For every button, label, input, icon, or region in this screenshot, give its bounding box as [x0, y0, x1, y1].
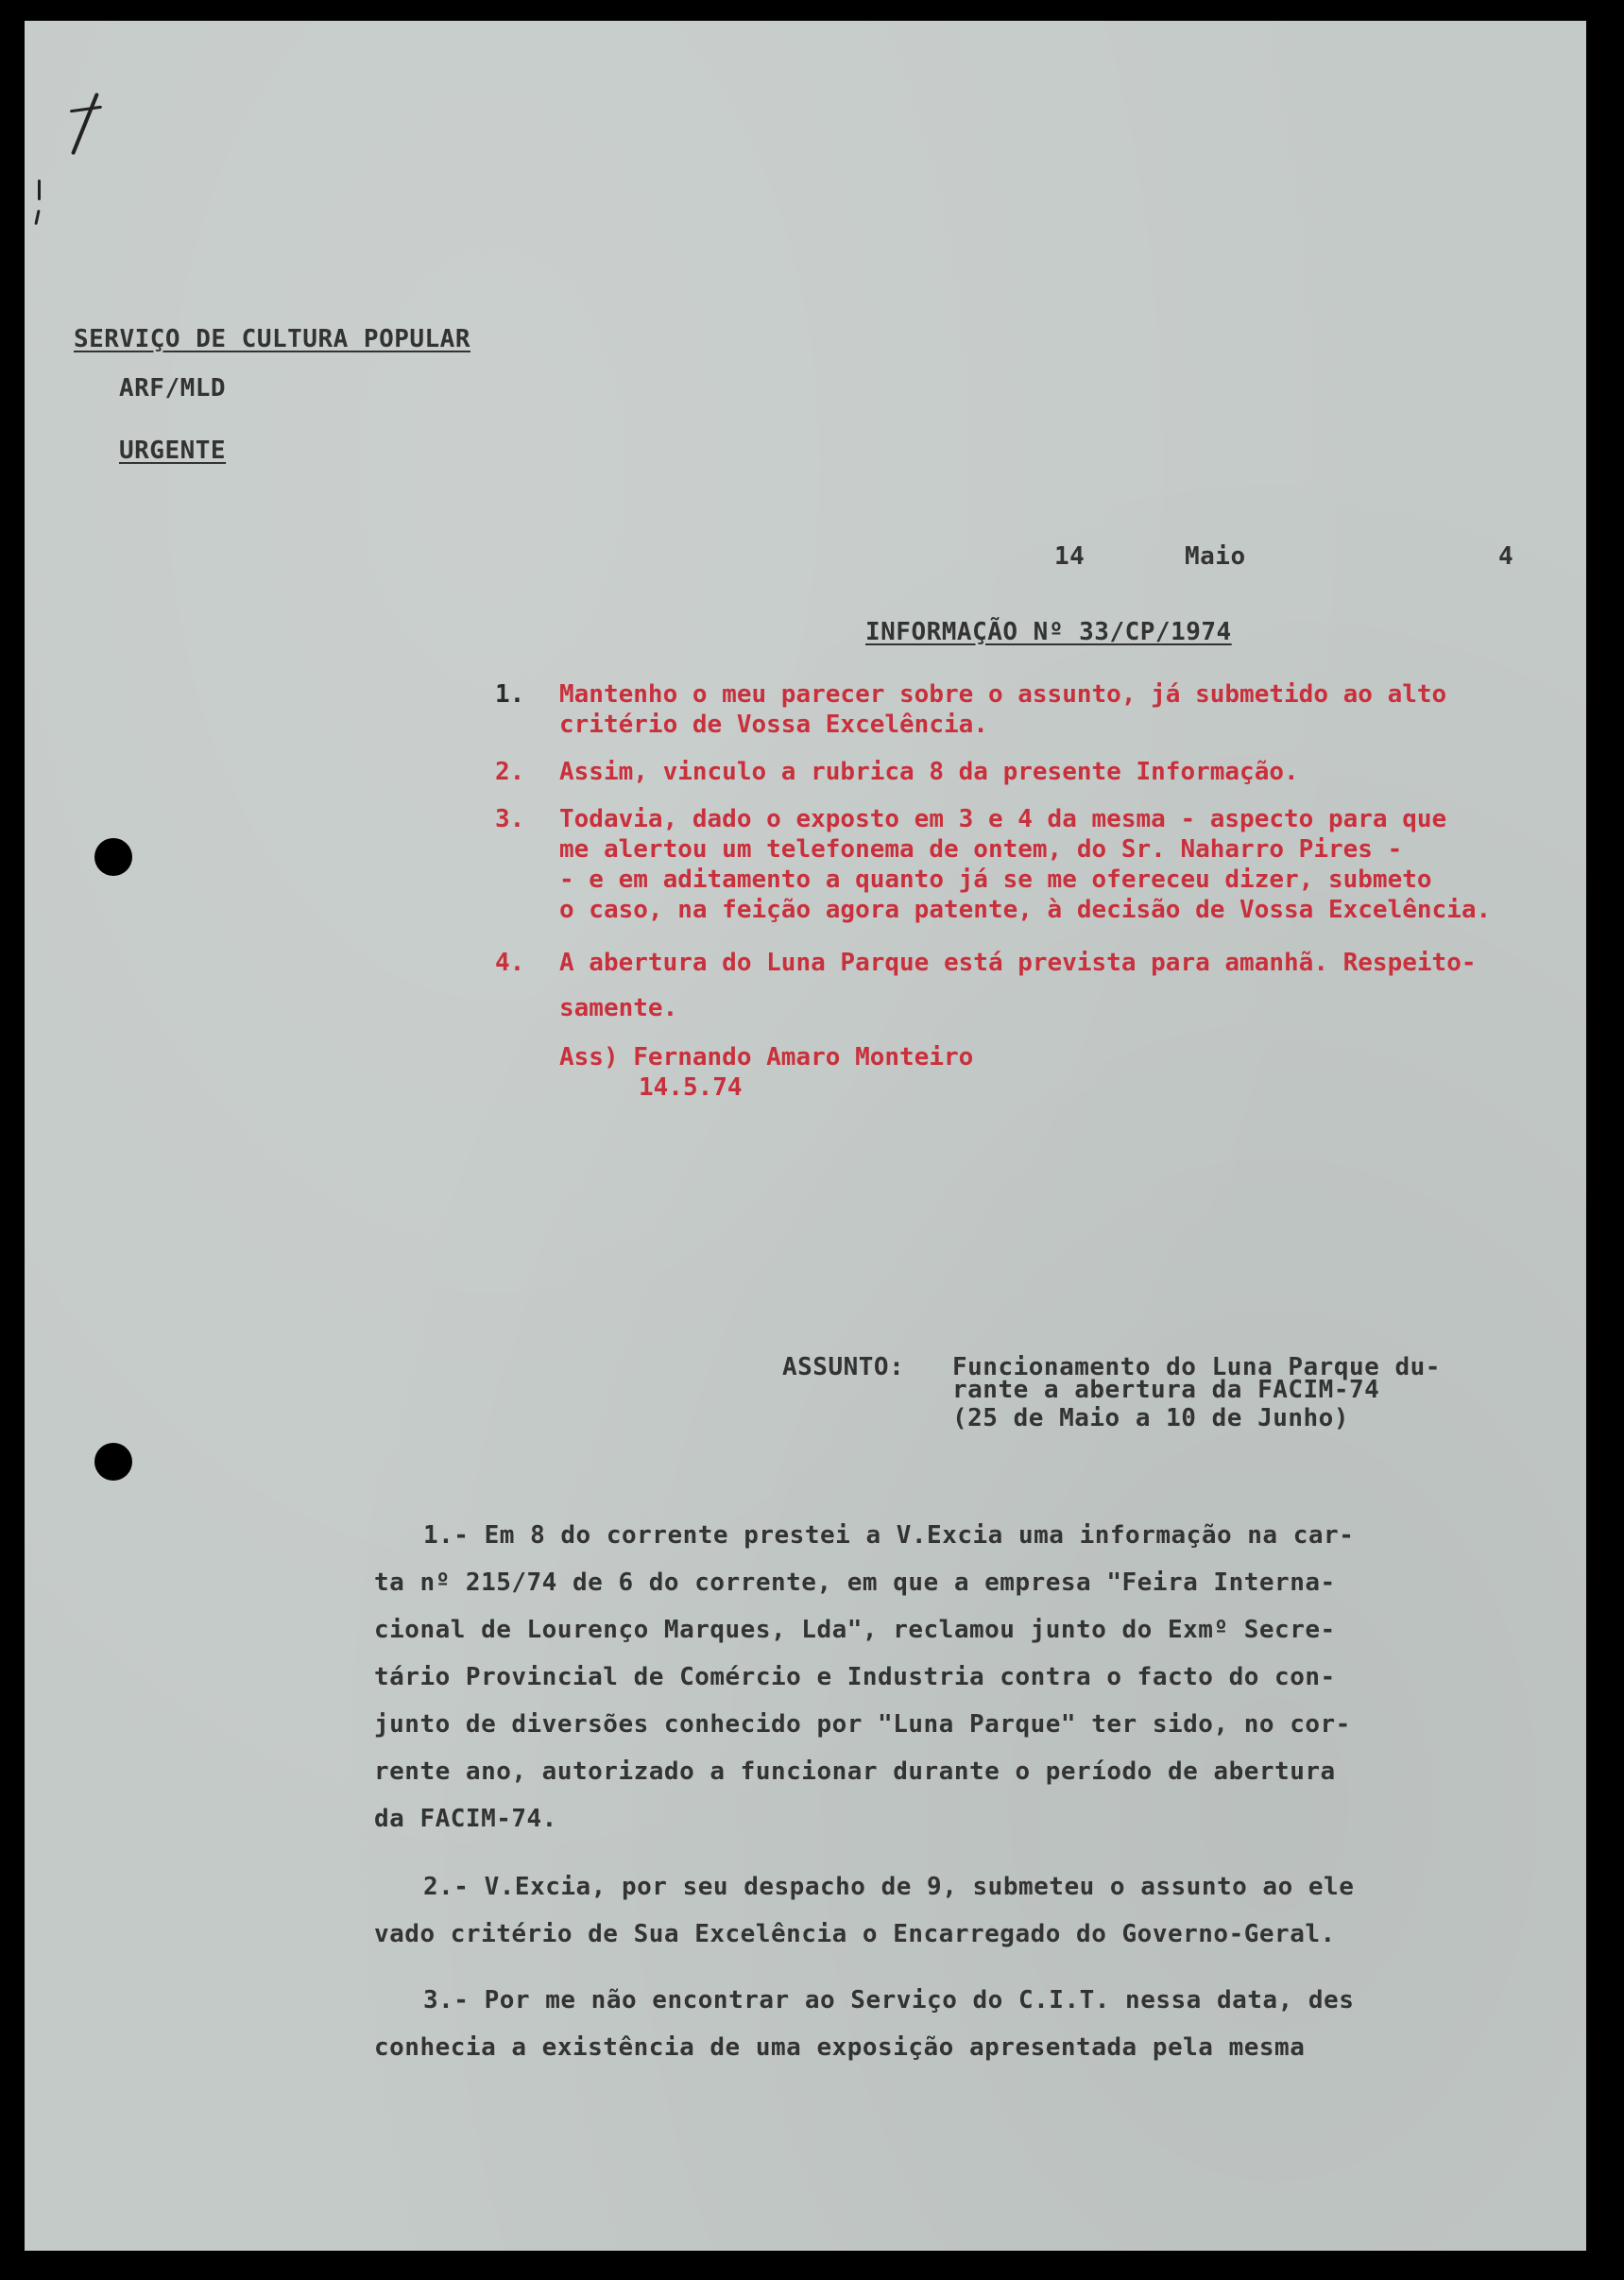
- body-line: 2.- V.Excia, por seu despacho de 9, submeteu o assunto ao ele: [423, 1873, 1355, 1901]
- body-line: tário Provincial de Comércio e Industria contra o facto do con-: [374, 1663, 1336, 1691]
- document-title: INFORMAÇÃO Nº 33/CP/1974: [865, 618, 1232, 646]
- annotation-line: A abertura do Luna Parque está prevista para amanhã. Respeito-: [559, 949, 1477, 977]
- annotation-line: - e em aditamento a quanto já se me ofereceu dizer, submeto: [559, 866, 1432, 894]
- annotation-line: Todavia, dado o exposto em 3 e 4 da mesma - aspecto para que: [559, 805, 1447, 833]
- body-line: 1.- Em 8 do corrente prestei a V.Excia uma informação na car-: [423, 1521, 1355, 1550]
- body-line: junto de diversões conhecido por "Luna Parque" ter sido, no cor-: [374, 1710, 1351, 1739]
- subject-line: Funcionamento do Luna Parque du-: [952, 1353, 1441, 1381]
- pen-mark: [70, 106, 102, 113]
- subject-line: rante a abertura da FACIM-74: [952, 1376, 1380, 1404]
- document-page: [25, 21, 1586, 2251]
- annotation-line: samente.: [559, 994, 678, 1022]
- service-heading: SERVIÇO DE CULTURA POPULAR: [74, 325, 470, 353]
- item-number: 1.: [495, 680, 525, 709]
- pen-mark: [34, 210, 40, 225]
- body-line: rente ano, autorizado a funcionar durante o período de abertura: [374, 1757, 1336, 1786]
- body-line: 3.- Por me não encontrar ao Serviço do C.I.T. nessa data, des: [423, 1986, 1355, 2014]
- date-year: 4: [1498, 542, 1514, 571]
- subject-label: ASSUNTO:: [782, 1353, 905, 1381]
- pen-mark: [71, 93, 99, 155]
- reference-code: ARF/MLD: [119, 374, 227, 403]
- body-line: vado critério de Sua Excelência o Encarregado do Governo-Geral.: [374, 1920, 1336, 1948]
- item-number: 2.: [495, 758, 525, 786]
- body-line: cional de Lourenço Marques, Lda", reclamou junto do Exmº Secre-: [374, 1616, 1336, 1644]
- punch-hole: [94, 838, 132, 876]
- body-line: ta nº 215/74 de 6 do corrente, em que a empresa "Feira Interna-: [374, 1569, 1336, 1597]
- annotation-line: me alertou um telefonema de ontem, do Sr. Naharro Pires -: [559, 835, 1403, 864]
- annotation-line: Mantenho o meu parecer sobre o assunto, já submetido ao alto: [559, 680, 1447, 709]
- date-day: 14: [1054, 542, 1086, 571]
- subject-line: (25 de Maio a 10 de Junho): [952, 1404, 1349, 1432]
- signature-date: 14.5.74: [639, 1073, 743, 1102]
- pen-mark: [38, 180, 41, 200]
- date-month: Maio: [1185, 542, 1246, 571]
- item-number: 4.: [495, 949, 525, 977]
- item-number: 3.: [495, 805, 525, 833]
- signature-line: Ass) Fernando Amaro Monteiro: [559, 1043, 974, 1071]
- annotation-line: critério de Vossa Excelência.: [559, 711, 988, 739]
- body-line: da FACIM-74.: [374, 1805, 557, 1833]
- punch-hole: [94, 1443, 132, 1481]
- annotation-line: o caso, na feição agora patente, à decisão de Vossa Excelência.: [559, 896, 1492, 924]
- body-line: conhecia a existência de uma exposição apresentada pela mesma: [374, 2033, 1306, 2062]
- priority-label: URGENTE: [119, 437, 227, 465]
- annotation-line: Assim, vinculo a rubrica 8 da presente Informação.: [559, 758, 1299, 786]
